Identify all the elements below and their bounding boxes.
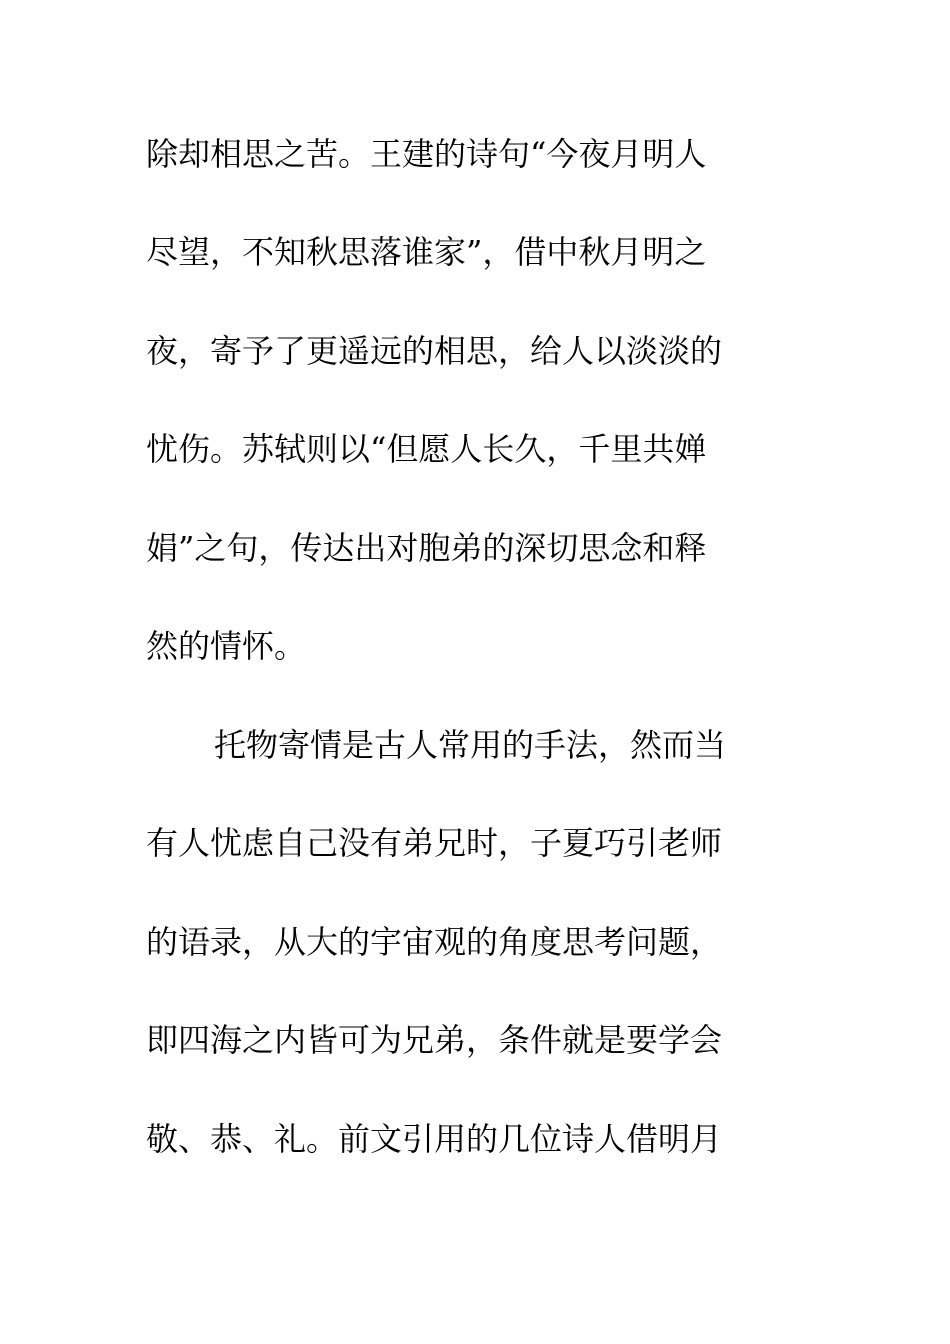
text-line-6: 然的情怀。 xyxy=(146,627,307,665)
text-line-7: 托物寄情是古人常用的手法，然而当 xyxy=(214,726,727,764)
text-line-11: 敬、恭、礼。前文引用的几位诗人借明月 xyxy=(146,1120,723,1158)
text-line-8: 有人忧虑自己没有弟兄时，子夏巧引老师 xyxy=(146,824,723,862)
text-line-5: 娟”之句，传达出对胞弟的深切思念和释 xyxy=(146,529,707,567)
text-line-1: 除却相思之苦。王建的诗句“今夜月明人 xyxy=(146,135,707,173)
text-line-9: 的语录，从大的宇宙观的角度思考问题， xyxy=(146,923,723,961)
text-line-3: 夜，寄予了更遥远的相思，给人以淡淡的 xyxy=(146,332,723,370)
text-line-10: 即四海之内皆可为兄弟，条件就是要学会 xyxy=(146,1021,723,1059)
text-line-2: 尽望，不知秋思落谁家”，借中秋月明之 xyxy=(146,233,707,271)
text-line-4: 忧伤。苏轼则以“但愿人长久，千里共婵 xyxy=(146,430,707,468)
